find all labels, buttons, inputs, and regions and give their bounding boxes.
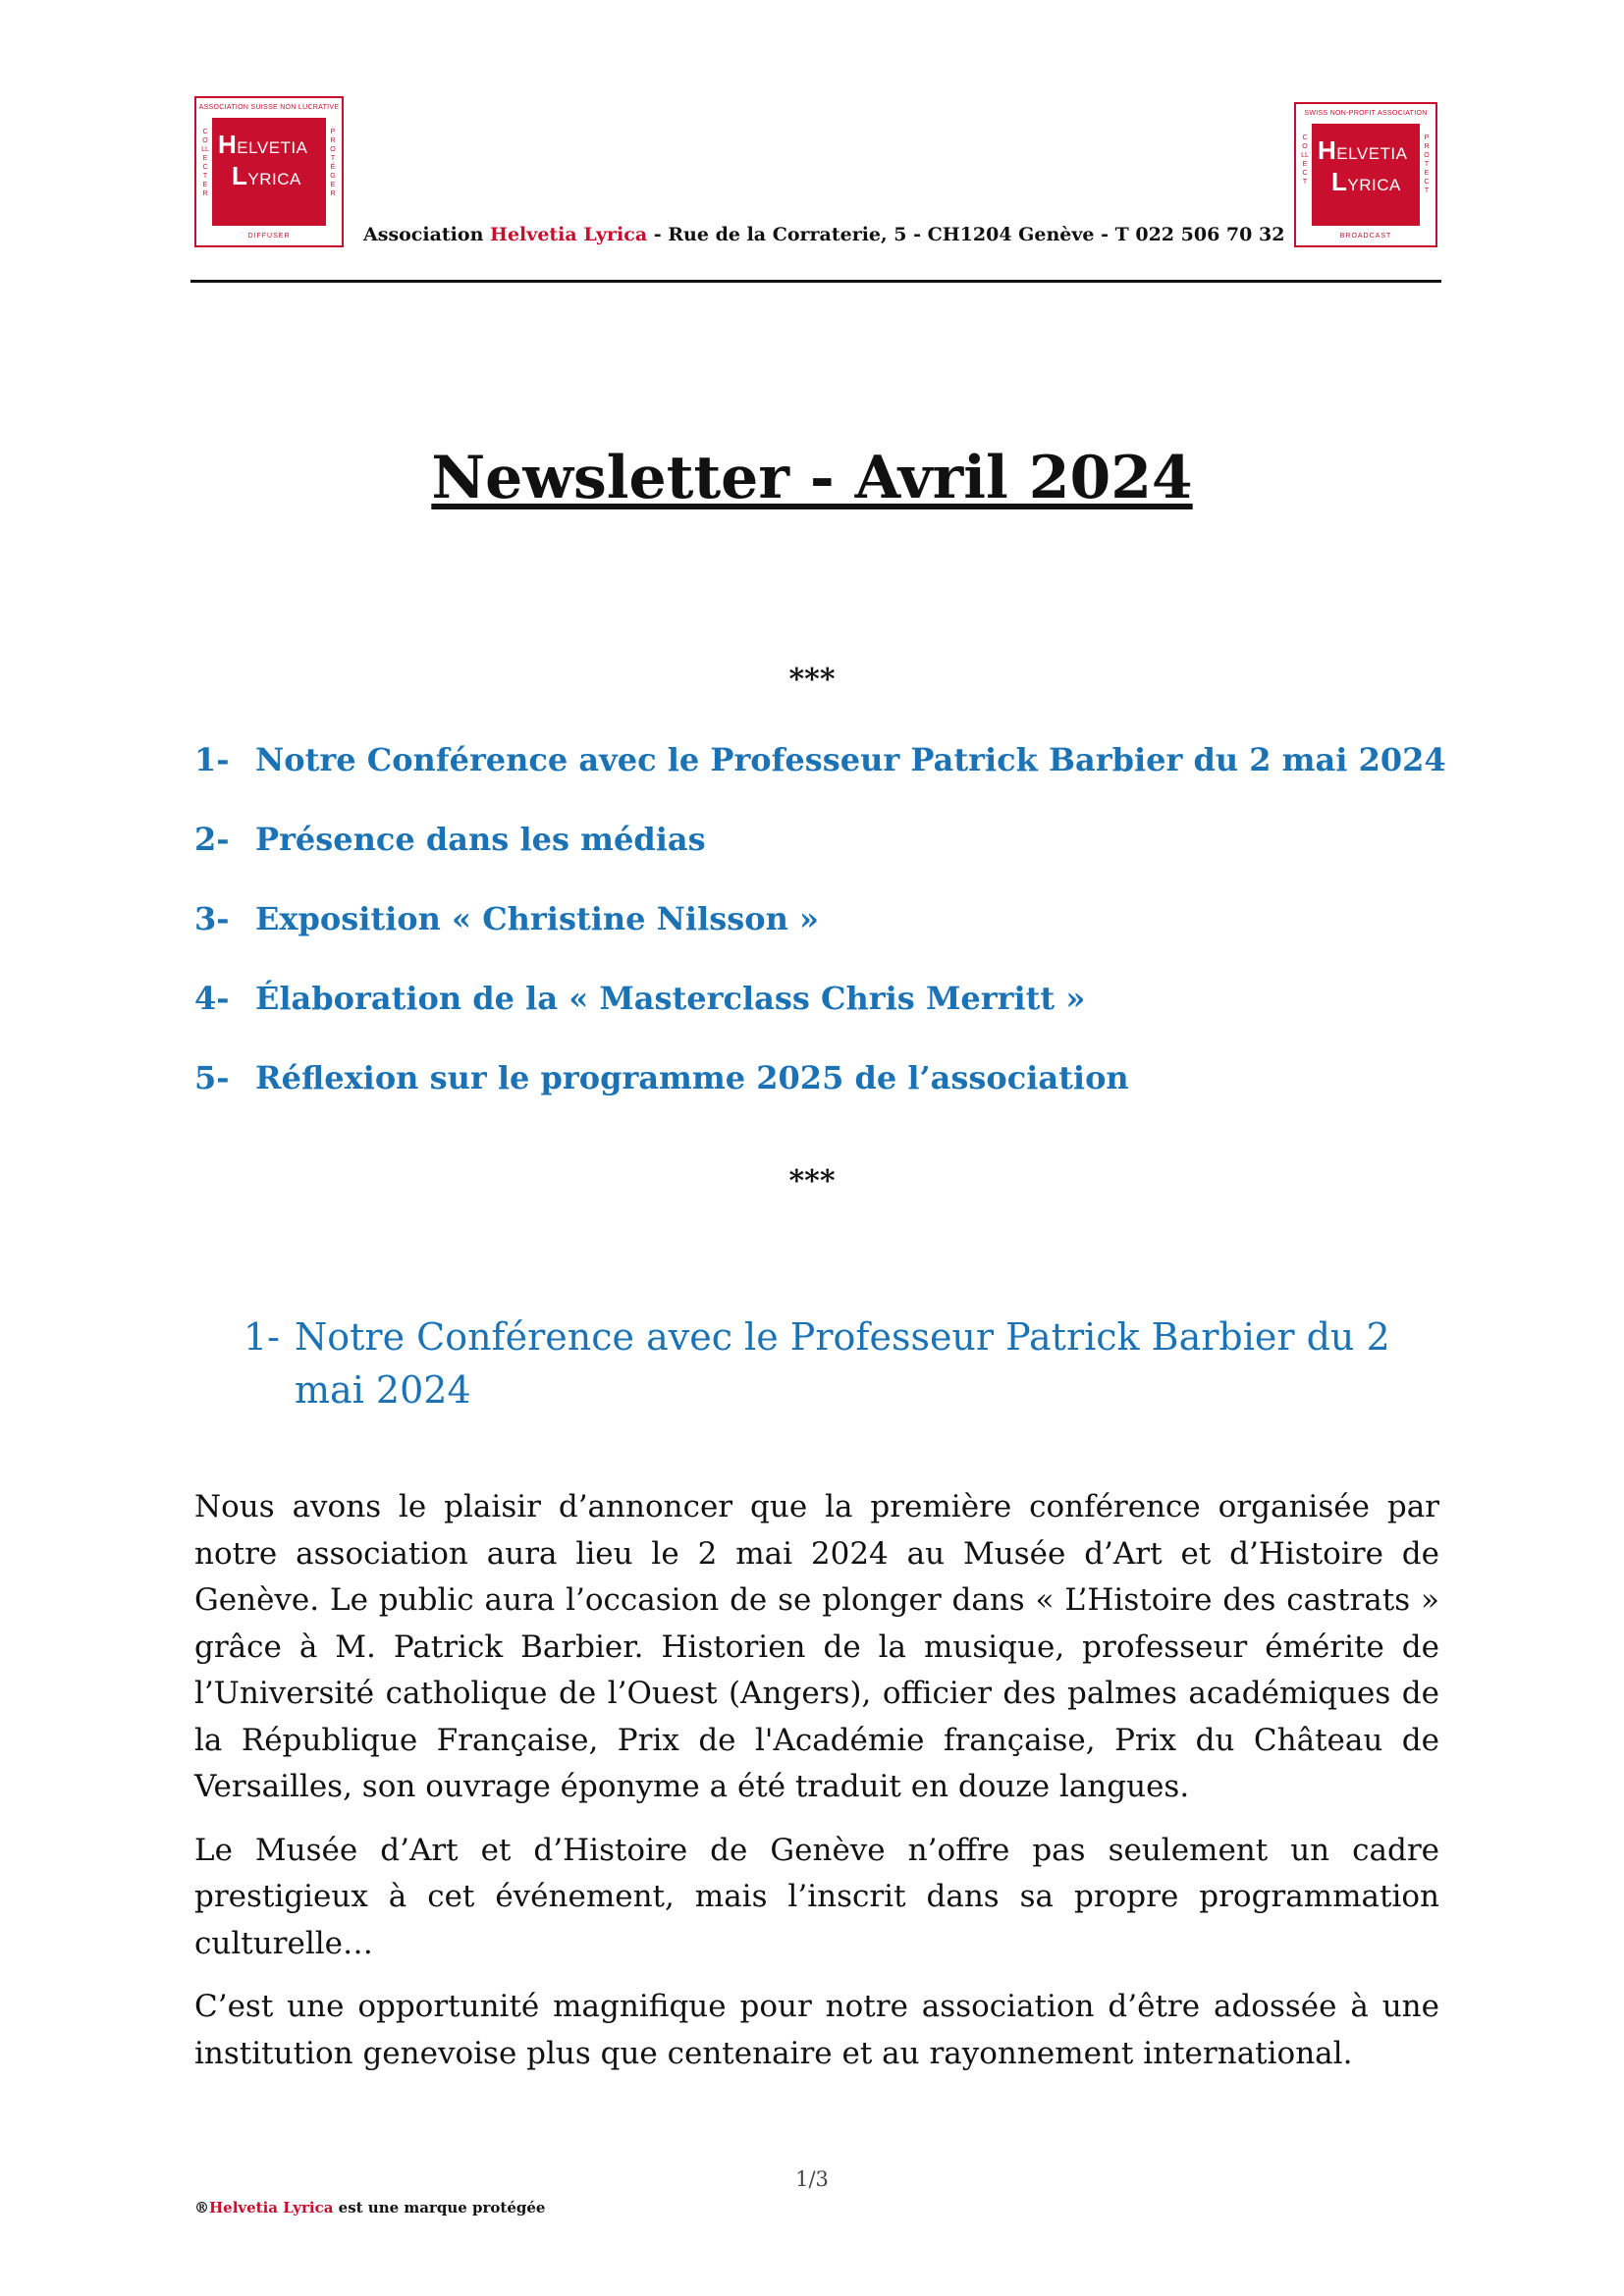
header-divider	[190, 280, 1441, 283]
page-number: 1/3	[795, 2167, 829, 2191]
helvetia-lyrica-logo-right	[1294, 102, 1437, 247]
section-body	[194, 1484, 1439, 2094]
logo-right-text: PROTECT	[1424, 134, 1430, 194]
separator-bottom: ***	[788, 1164, 836, 1199]
separator-top: ***	[788, 663, 836, 697]
toc-item: 1- Notre Conférence avec le Professeur Patrick Barbier du 2 mai 2024	[194, 741, 1446, 778]
trademark-note: ®Helvetia Lyrica est une marque protégée	[194, 2199, 546, 2216]
logo-red-box: HELVETIA LYRICA	[212, 118, 326, 226]
toc-item: 3- Exposition « Christine Nilsson »	[194, 900, 819, 937]
logo-bottom-text: BROADCAST	[1339, 233, 1392, 240]
header-address: Association Helvetia Lyrica - Rue de la Corraterie, 5 - CH1204 Genève - T 022 506 70 32	[363, 224, 1285, 245]
page-title: Newsletter - Avril 2024	[431, 444, 1193, 512]
helvetia-lyrica-logo-left	[194, 96, 344, 247]
toc-item: 4- Élaboration de la « Masterclass Chris Merritt »	[194, 980, 1086, 1017]
logo-red-box: HELVETIA LYRICA	[1312, 124, 1420, 226]
section-title: Notre Conférence avec le Professeur Patrick Barbier du 2 mai 2024	[295, 1315, 1390, 1412]
logo-top-text: ASSOCIATION SUISSE NON LUCRATIVE	[198, 104, 340, 111]
body-paragraph: Le Musée d’Art et d’Histoire de Genève n’offre pas seulement un cadre prestigieux à cet événement, mais l’inscrit dans sa propre programmation culturelle…	[194, 1832, 1439, 1961]
logo-left-text: COLLECTER	[201, 129, 209, 197]
association-name: Helvetia Lyrica	[490, 224, 648, 245]
section-heading	[244, 1310, 1451, 1416]
toc-item: 2- Présence dans les médias	[194, 821, 706, 858]
logo-left-text: COLLECT	[1301, 134, 1309, 186]
section-number: 1-	[244, 1315, 281, 1359]
body-paragraph: C’est une opportunité magnifique pour notre association d’être adossée à une institution genevoise plus que centenaire et au rayonnement international.	[194, 1989, 1439, 2071]
logo-right-text: PROTÉGER	[330, 129, 336, 197]
table-of-contents	[194, 741, 1446, 1139]
toc-item: 5- Réflexion sur le programme 2025 de l’association	[194, 1059, 1129, 1096]
body-paragraph: Nous avons le plaisir d’annoncer que la première conférence organisée par notre association aura lieu le 2 mai 2024 au Musée d’Art et d’Histoire de Genève. Le public aura l’occasion de se plonger dans « L’Histoire des castrats » grâce à M. Patrick Barbier. Historien de la musique, professeur émérite de l’Université catholique de l’Ouest (Angers), officier des palmes académiques de la République Française, Prix de l'Académie française, Prix du Château de Versailles, son ouvrage éponyme a été traduit en douze langues.	[194, 1489, 1439, 1804]
logo-top-text: SWISS NON-PROFIT ASSOCIATION	[1304, 110, 1428, 117]
logo-bottom-text: DIFFUSER	[247, 233, 291, 240]
